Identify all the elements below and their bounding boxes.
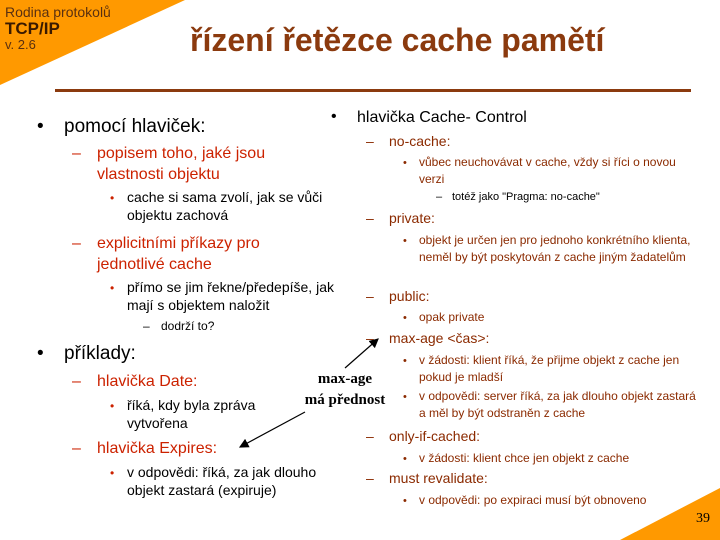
bullet-will-obey: dodrží to? <box>161 319 215 333</box>
no-cache-note: totéž jako "Pragma: no-cache" <box>452 191 600 203</box>
page-number: 39 <box>696 511 710 526</box>
annotation-line2: má přednost <box>304 392 386 408</box>
arrow-to-expires <box>240 412 305 447</box>
bullet-date-desc: říká, kdy byla zpráva vytvořena <box>127 397 256 431</box>
only-if-cached-desc: v žádosti: klient chce jen objekt z cache <box>419 451 630 465</box>
dash-mark: – <box>72 373 81 390</box>
bullet-expires-desc: v odpovědi: říká, za jak dlouho objekt zastará (expiruje) <box>127 464 317 498</box>
bullet-examples: příklady: <box>64 343 136 364</box>
dot-mark: • <box>403 453 407 465</box>
bullet-expires-header: hlavička Expires: <box>97 440 218 457</box>
dash-mark: – <box>72 235 81 252</box>
directive-must-revalidate: must revalidate: <box>389 470 488 486</box>
dash-mark: – <box>72 440 81 457</box>
dot-mark: • <box>403 157 407 169</box>
dash-mark: – <box>366 288 374 304</box>
dash-mark: – <box>366 428 374 444</box>
dot-mark: • <box>110 466 115 480</box>
dash-mark: – <box>366 133 374 149</box>
dash-mark: – <box>366 210 374 226</box>
series-line1: Rodina protokolů <box>5 4 111 20</box>
dot-mark: • <box>110 191 115 205</box>
dash-mark: – <box>436 191 443 203</box>
bullet-told-directly: přímo se jim řekne/předepíše, jak mají s objektem naložit <box>127 279 334 313</box>
bullet-mark: • <box>37 343 44 364</box>
directive-private: private: <box>389 210 435 226</box>
private-desc: objekt je určen jen pro jednoho konkrétního klienta, neměl by být poskytován z cache jiným žadatelům <box>419 233 691 264</box>
bullet-date-header: hlavička Date: <box>97 373 198 390</box>
dash-mark: – <box>366 470 374 486</box>
dot-mark: • <box>110 399 115 413</box>
bullet-cache-decides: cache si sama zvolí, jak se vůči objektu zachová <box>127 189 323 223</box>
dash-mark: – <box>366 330 374 346</box>
dash-mark: – <box>72 145 81 162</box>
bullet-mark: • <box>37 116 44 137</box>
directive-only-if-cached: only-if-cached: <box>389 428 481 444</box>
bullet-explicit-commands: explicitními příkazy pro jednotlivé cache <box>97 235 260 273</box>
max-age-request-desc: v žádosti: klient říká, že přijme objekt z cache jen pokud je mladší <box>419 353 680 384</box>
series-line3: v. 2.6 <box>5 37 36 52</box>
must-revalidate-desc: v odpovědi: po expiraci musí být obnoveno <box>419 493 647 507</box>
dot-mark: • <box>403 391 407 403</box>
no-cache-desc: vůbec neuchovávat v cache, vždy si říci o novou verzi <box>419 155 676 186</box>
bullet-mark: • <box>331 108 337 125</box>
public-desc: opak private <box>419 310 485 324</box>
directive-max-age: max-age <čas>: <box>389 330 490 346</box>
bullet-headers: pomocí hlaviček: <box>64 116 206 137</box>
dot-mark: • <box>403 312 407 324</box>
annotation-line1: max-age <box>317 371 373 387</box>
bullet-describe-properties: popisem toho, jaké jsou vlastnosti objektu <box>97 145 266 183</box>
dot-mark: • <box>110 281 115 295</box>
max-age-response-desc: v odpovědi: server říká, za jak dlouho objekt zastará a měl by být odstraněn z cache <box>419 389 696 420</box>
arrow-to-max-age <box>345 339 378 368</box>
page-title: řízení řetězce cache pamětí <box>190 22 605 58</box>
directive-no-cache: no-cache: <box>389 133 451 149</box>
dot-mark: • <box>403 355 407 367</box>
directive-public: public: <box>389 288 430 304</box>
dot-mark: • <box>403 495 407 507</box>
series-line2: TCP/IP <box>5 19 60 38</box>
dash-mark: – <box>143 319 150 333</box>
bullet-cache-control: hlavička Cache- Control <box>357 109 527 126</box>
dot-mark: • <box>403 235 407 247</box>
